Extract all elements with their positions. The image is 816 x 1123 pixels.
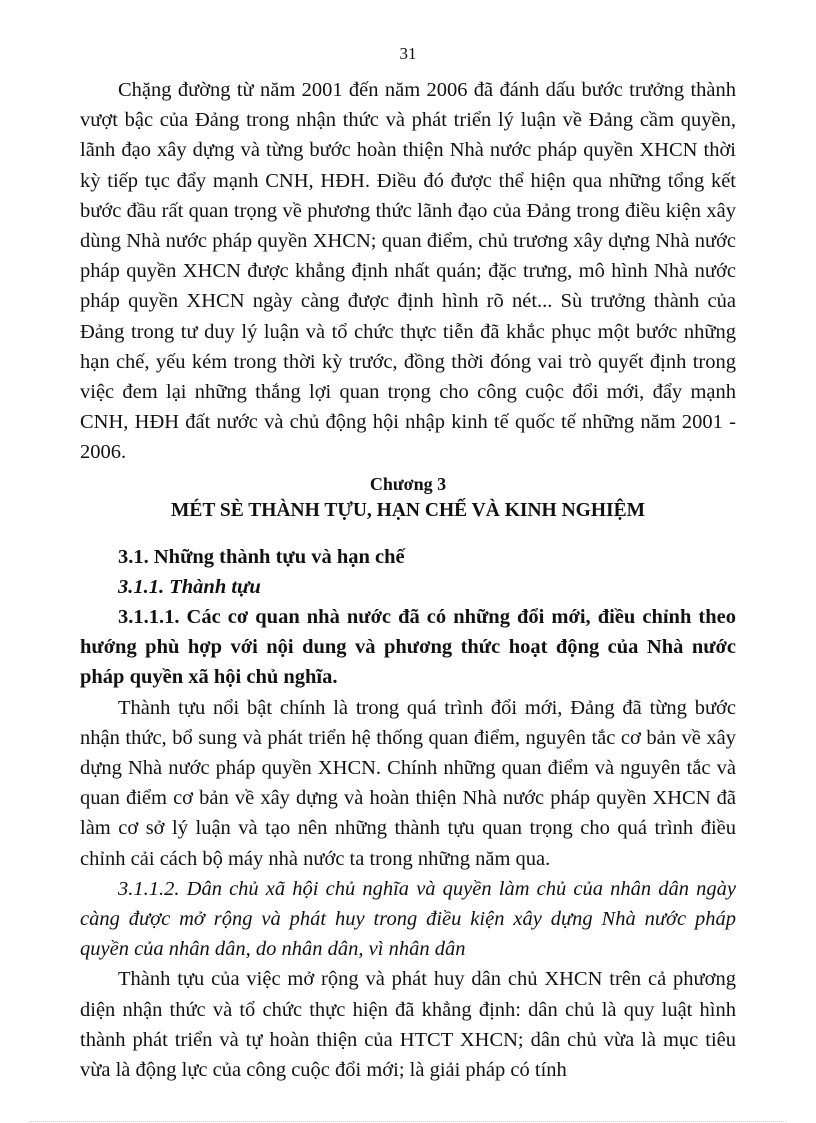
page-number: 31: [399, 44, 417, 63]
section-heading-3-1-1-2: 3.1.1.2. Dân chủ xã hội chủ nghĩa và quyền làm chủ của nhân dân ngày càng được mở rộng và phát huy trong điều kiện xây dựng Nhà nước pháp quyền của nhân dân, do nhân dân, vì nhân dân: [80, 877, 736, 961]
section-heading-3-1: 3.1. Những thành tựu và hạn chế: [118, 545, 405, 568]
section-body-3-1-1-2: Thành tựu của việc mở rộng và phát huy dân chủ XHCN trên cả phương diện nhận thức và tổ chức thực hiện đã khẳng định: dân chủ là quy luật hình thành phát triển và tự hoàn thiện của HTCT XHCN; dân chủ vừa là mục tiêu vừa là động lực của công cuộc đổi mới; là giải pháp có tính: [80, 968, 736, 1082]
chapter-title: MÉT SÈ THÀNH TỰU, HẠN CHẾ VÀ KINH NGHIỆM: [170, 499, 646, 521]
page-bottom-divider: [30, 1121, 786, 1122]
intro-paragraph: Chặng đường từ năm 2001 đến năm 2006 đã đánh dấu bước trưởng thành vượt bậc của Đảng trong nhận thức và phát triển lý luận về Đảng cầm quyền, lãnh đạo xây dựng và từng bước hoàn thiện Nhà nước pháp quyền XHCN thời kỳ tiếp tục đẩy mạnh CNH, HĐH. Điều đó được thể hiện qua những tổng kết bước đầu rất quan trọng về phương thức lãnh đạo của Đảng trong điều kiện xây dùng Nhà nước pháp quyền XHCN; quan điểm, chủ trương xây dựng Nhà nước pháp quyền XHCN được khẳng định nhất quán; đặc trưng, mô hình Nhà nước pháp quyền XHCN ngày càng được định hình rõ nét... Sù trưởng thành của Đảng trong tư duy lý luận và tổ chức thực tiễn đã khắc phục một bước những hạn chế, yếu kém trong thời kỳ trước, đồng thời đóng vai trò quyết định trong việc đem lại những thắng lợi quan trọng cho công cuộc đổi mới, đẩy mạnh CNH, HĐH đất nước và chủ động hội nhập kinh tế quốc tế những năm 2001 - 2006.: [80, 79, 736, 464]
section-body-3-1-1-1: Thành tựu nổi bật chính là trong quá trình đổi mới, Đảng đã từng bước nhận thức, bổ sung và phát triển hệ thống quan điểm, nguyên tắc cơ bản về xây dựng Nhà nước pháp quyền XHCN. Chính những quan điểm và nguyên tắc và quan điểm cơ bản về xây dựng và hoàn thiện Nhà nước pháp quyền XHCN đã làm cơ sở lý luận và tạo nên những thành tựu quan trọng cho quá trình điều chỉnh cải cách bộ máy nhà nước ta trong những năm qua.: [80, 696, 736, 870]
document-body: [80, 75, 736, 1085]
section-heading-3-1-1: 3.1.1. Thành tựu: [118, 575, 261, 598]
chapter-label: Chương 3: [369, 473, 447, 494]
section-heading-3-1-1-1: 3.1.1.1. Các cơ quan nhà nước đã có những đổi mới, điều chỉnh theo hướng phù hợp với nội dung và phương thức hoạt động của Nhà nước pháp quyền xã hội chủ nghĩa.: [80, 606, 736, 689]
